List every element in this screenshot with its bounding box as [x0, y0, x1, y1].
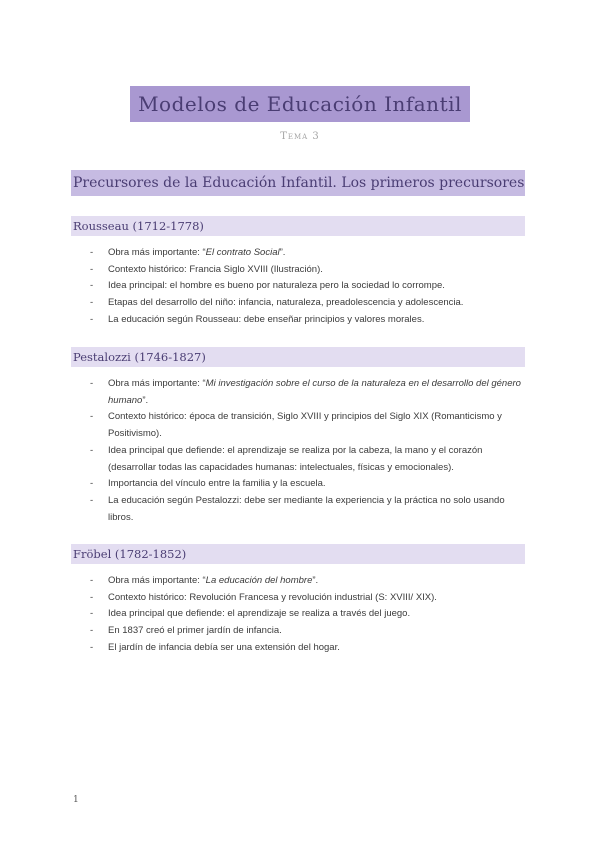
document-title-wrap — [0, 86, 600, 122]
list-item: - En 1837 creó el primer jardín de infancia. — [90, 623, 530, 640]
list-item: - Contexto histórico: Revolución Francesa y revolución industrial (S: XVIII/ XIX). — [90, 590, 530, 607]
list-item: - Obra más importante: “El contrato Social”. — [90, 245, 530, 262]
precursor-list-pestalozzi — [90, 376, 530, 526]
list-item: - Etapas del desarrollo del niño: infancia, naturaleza, preadolescencia y adolescencia. — [90, 295, 530, 312]
document-title: Modelos de Educación Infantil — [130, 86, 470, 122]
precursor-heading-rousseau: Rousseau (1712-1778) — [71, 216, 525, 236]
precursor-list-frobel — [90, 573, 530, 657]
precursor-heading-pestalozzi: Pestalozzi (1746-1827) — [71, 347, 525, 367]
list-item: - El jardín de infancia debía ser una extensión del hogar. — [90, 640, 530, 657]
precursor-list-rousseau — [90, 245, 530, 329]
section-heading: Precursores de la Educación Infantil. Los primeros precursores — [71, 170, 525, 196]
page-number: 1 — [73, 795, 79, 805]
list-item: - Idea principal que defiende: el aprendizaje se realiza a través del juego. — [90, 606, 530, 623]
list-item: - Importancia del vínculo entre la familia y la escuela. — [90, 476, 530, 493]
list-item: - La educación según Pestalozzi: debe ser mediante la experiencia y la práctica no solo usando libros. — [90, 493, 530, 526]
list-item: - Obra más importante: “Mi investigación sobre el curso de la naturaleza en el desarrollo del género humano”. — [90, 376, 530, 409]
list-item: - Idea principal que defiende: el aprendizaje se realiza por la cabeza, la mano y el corazón (desarrollar todas las capacidades humanas: intelectuales, físicas y emocionales). — [90, 443, 530, 476]
list-item: - La educación según Rousseau: debe enseñar principios y valores morales. — [90, 312, 530, 329]
list-item: - Obra más importante: “La educación del hombre”. — [90, 573, 530, 590]
list-item: - Contexto histórico: Francia Siglo XVIII (Ilustración). — [90, 262, 530, 279]
document-subtitle: Tema 3 — [280, 131, 320, 142]
precursor-heading-frobel: Fröbel (1782-1852) — [71, 544, 525, 564]
list-item: - Contexto histórico: época de transición, Siglo XVIII y principios del Siglo XIX (Romanticismo y Positivismo). — [90, 409, 530, 442]
list-item: - Idea principal: el hombre es bueno por naturaleza pero la sociedad lo corrompe. — [90, 278, 530, 295]
